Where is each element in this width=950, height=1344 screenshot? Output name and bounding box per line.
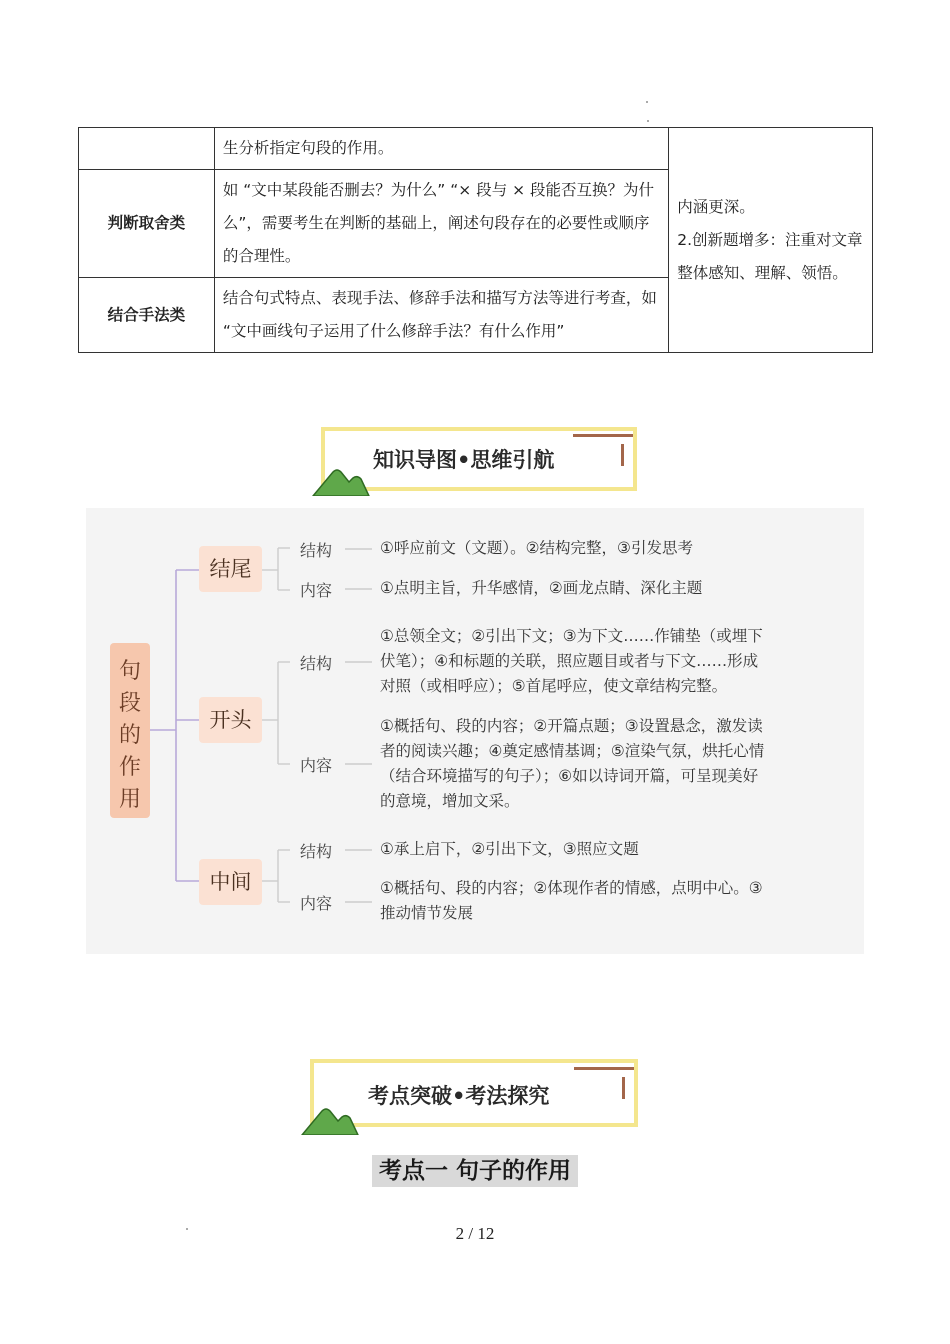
- item-text: 对照（或相呼应）；⑤首尾呼应，使文章结构完整。: [380, 677, 728, 695]
- table-category-cell: 结合手法类: [79, 278, 215, 353]
- item-label: 内容: [300, 894, 333, 913]
- branch-ending: 结尾: [199, 546, 262, 592]
- page-number: 2 / 12: [455, 1224, 495, 1243]
- item-text: 推动情节发展: [380, 904, 474, 922]
- root-char: 的: [118, 723, 141, 748]
- root-char: 用: [118, 787, 141, 812]
- item-text: ①呼应前文（文题）。②结构完整，③引发思考: [380, 539, 693, 557]
- table-row: [79, 128, 873, 170]
- banner-title: 知识导图•思维引航: [373, 448, 555, 472]
- root-char: 作: [118, 755, 141, 780]
- root-char: 段: [118, 691, 141, 716]
- section-banner-knowledge-map: [305, 422, 645, 502]
- table-category-cell: 判断取舍类: [79, 170, 215, 278]
- question-type-table: [78, 127, 873, 353]
- table-description-cell: 如 “文中某段能否删去？为什么” “× 段与 × 段能否互换？为什么”，需要考生在判断的基础上，阐述句段存在的必要性或顺序的合理性。: [214, 170, 668, 278]
- scan-dot: [646, 101, 648, 103]
- root-char: 句: [118, 659, 141, 684]
- item-text: ①概括句、段的内容；②体现作者的情感，点明中心。③: [380, 879, 763, 897]
- item-text: ①总领全文；②引出下文；③为下文……作铺垫（或埋下: [380, 627, 763, 645]
- table-description-cell: 生分析指定句段的作用。: [214, 128, 668, 170]
- item-text: 的意境，增加文采。: [380, 792, 520, 810]
- item-text: ①承上启下，②引出下文，③照应文题: [380, 840, 639, 858]
- table-description-cell: 结合句式特点、表现手法、修辞手法和描写方法等进行考查，如 “文中画线句子运用了什么修辞手法？有什么作用”: [214, 278, 668, 353]
- section-heading: 考点一 句子的作用: [372, 1155, 578, 1187]
- item-label: 内容: [300, 756, 333, 775]
- table-category-cell: [79, 128, 215, 170]
- item-text: （结合环境描写的句子）；⑥如以诗词开篇，可呈现美好: [380, 767, 759, 785]
- mountain-icon: [311, 466, 371, 496]
- mountain-icon: [300, 1105, 360, 1135]
- item-label: 内容: [300, 581, 333, 600]
- item-text: ①概括句、段的内容；②开篇点题；③设置悬念，激发读: [380, 717, 763, 735]
- scan-dot: [647, 120, 649, 122]
- item-text: 者的阅读兴趣；④奠定感情基调；⑤渲染气氛，烘托心情: [380, 742, 765, 760]
- mind-map-root: [110, 643, 150, 818]
- table-note-cell: 内涵更深。 2.创新题增多：注重对文章整体感知、理解、领悟。: [669, 128, 873, 353]
- item-label: 结构: [300, 654, 333, 673]
- section-banner-exam-points: [296, 1055, 652, 1137]
- branch-middle: 中间: [199, 859, 262, 905]
- branch-opening: 开头: [199, 697, 262, 743]
- banner-title: 考点突破•考法探究: [368, 1084, 550, 1108]
- item-text: 伏笔）；④和标题的关联，照应题目或者与下文……形成: [380, 652, 759, 670]
- item-label: 结构: [300, 541, 333, 560]
- mind-map: [86, 508, 864, 954]
- item-label: 结构: [300, 842, 333, 861]
- item-text: ①点明主旨，升华感情，②画龙点睛、深化主题: [380, 579, 703, 597]
